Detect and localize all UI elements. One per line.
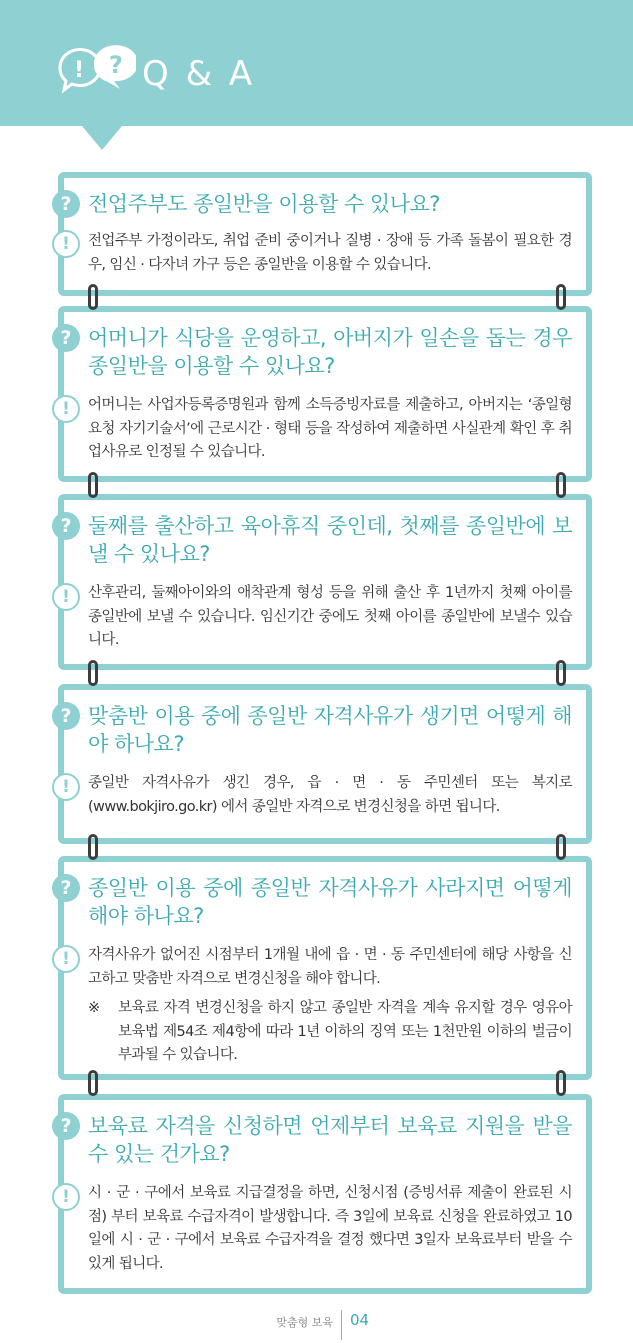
footer-divider: [341, 1310, 342, 1340]
page-title: Q & A: [142, 54, 256, 94]
binder-ring-icon: [556, 284, 566, 310]
answer-text: 어머니는 사업자등록증명원과 함께 소득증빙자료를 제출하고, 아버지는 ‘종일형 요청 자기기술서’에 근로시간 · 형태 등을 작성하여 제출하면 사실관계 확인 후 취업사유로 인정될 수 있습니다.: [88, 397, 572, 460]
question-circle-icon: ?: [52, 702, 80, 730]
footer-section-label: 맞춤형 보육: [276, 1316, 333, 1329]
page-number: 04: [350, 1311, 370, 1329]
binder-ring-icon: [556, 1070, 566, 1096]
question-text: 종일반 이용 중에 종일반 자격사유가 사라지면 어떻게 해야 하나요?: [88, 876, 572, 928]
binder-ring-icon: [88, 1070, 98, 1096]
binder-ring-icon: [556, 660, 566, 686]
answer-text: 자격사유가 없어진 시점부터 1개월 내에 읍 · 면 · 동 주민센터에 해당 사항을 신고하고 맞춤반 자격으로 변경신청을 해야 합니다.: [88, 947, 572, 987]
binder-ring-icon: [556, 472, 566, 498]
answer-text: 시 · 군 · 구에서 보육료 지급결정을 하면, 신청시점 (증빙서류 제출이 완료된 시점) 부터 보육료 수급자격이 발생합니다. 즉 3일에 보육료 신청을 완료하였고 10일에 시 · 군 · 구에서 보육료 수급자격을 결정 했다면 3일자 보육료부터 받을 수 있게 됩니다.: [88, 1185, 572, 1272]
svg-text:?: ?: [109, 51, 123, 79]
qa-card-3: [58, 494, 592, 670]
question-text: 전업주부도 종일반을 이용할 수 있나요?: [88, 192, 440, 216]
question-circle-icon: ?: [52, 324, 80, 352]
binder-ring-icon: [88, 472, 98, 498]
qa-card-4: [58, 684, 592, 844]
svg-text:!: !: [73, 58, 85, 83]
exclamation-circle-icon: !: [52, 395, 80, 423]
binder-ring-icon: [88, 660, 98, 686]
exclamation-circle-icon: !: [52, 773, 80, 801]
binder-ring-icon: [88, 834, 98, 860]
exclamation-circle-icon: !: [52, 945, 80, 973]
question-circle-icon: ?: [52, 190, 80, 218]
question-text: 보육료 자격을 신청하면 언제부터 보육료 지원을 받을 수 있는 건가요?: [88, 1114, 572, 1166]
qa-card-1: [58, 172, 592, 296]
binder-ring-icon: [556, 834, 566, 860]
penalty-note: [88, 997, 572, 1068]
page-footer: [0, 1310, 633, 1340]
answer-text: 산후관리, 둘째아이와의 애착관계 형성 등을 위해 출산 후 1년까지 첫째 아이를 종일반에 보낼 수 있습니다. 임신기간 중에도 첫째 아이를 종일반에 보낼수 있습니다.: [88, 585, 572, 648]
exclamation-circle-icon: !: [52, 583, 80, 611]
question-text: 어머니가 식당을 운영하고, 아버지가 일손을 돕는 경우 종일반을 이용할 수 있나요?: [88, 326, 572, 378]
question-circle-icon: ?: [52, 1112, 80, 1140]
qa-card-5: [58, 856, 592, 1080]
question-exclamation-bubbles-icon: [56, 44, 136, 100]
answer-text: 종일반 자격사유가 생긴 경우, 읍 · 면 · 동 주민센터 또는 복지로 (www.bokjiro.go.kr) 에서 종일반 자격으로 변경신청을 하면 됩니다.: [88, 775, 572, 815]
note-text: 보육료 자격 변경신청을 하지 않고 종일반 자격을 계속 유지할 경우 영유아보육법 제54조 제4항에 따라 1년 이하의 징역 또는 1천만원 이하의 벌금이 부과될 수 있습니다.: [118, 1000, 572, 1063]
reference-mark: ※: [88, 1000, 100, 1016]
question-circle-icon: ?: [52, 874, 80, 902]
question-text: 둘째를 출산하고 육아휴직 중인데, 첫째를 종일반에 보낼 수 있나요?: [88, 514, 572, 566]
exclamation-circle-icon: !: [52, 230, 80, 258]
question-text: 맞춤반 이용 중에 종일반 자격사유가 생기면 어떻게 해야 하나요?: [88, 704, 572, 756]
qa-card-2: [58, 306, 592, 482]
exclamation-circle-icon: !: [52, 1183, 80, 1211]
binder-ring-icon: [88, 284, 98, 310]
answer-text: 전업주부 가정이라도, 취업 준비 중이거나 질병 · 장애 등 가족 돌봄이 필요한 경우, 임신 · 다자녀 가구 등은 종일반을 이용할 수 있습니다.: [88, 233, 572, 273]
qa-card-6: [58, 1094, 592, 1294]
question-circle-icon: ?: [52, 512, 80, 540]
header-banner: [0, 0, 633, 160]
